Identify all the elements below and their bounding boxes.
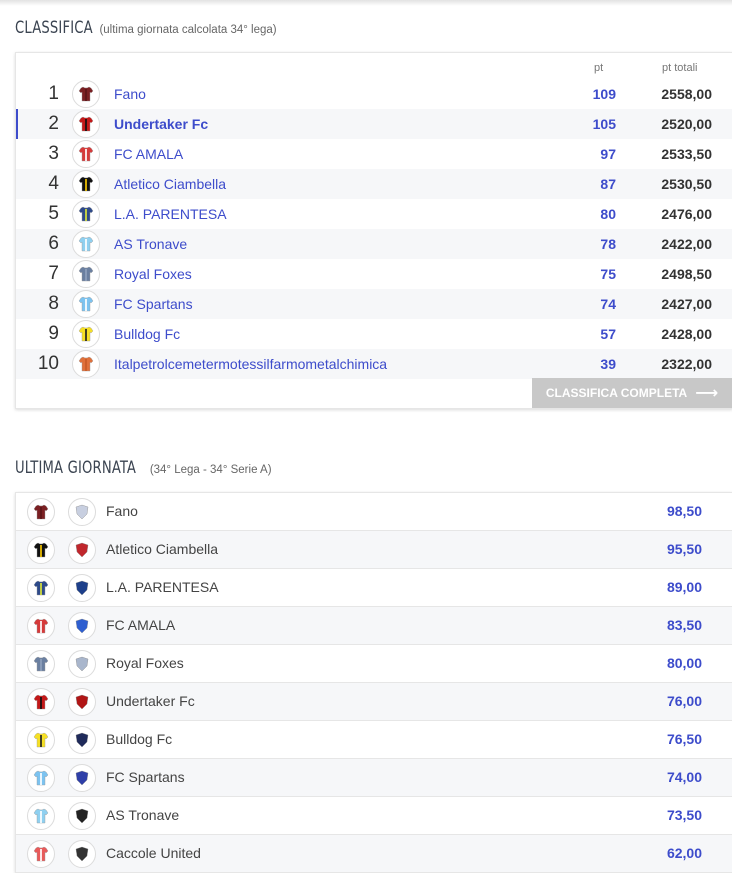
team-jersey-icon [27, 726, 55, 754]
matchday-row[interactable] [16, 759, 732, 797]
team-points: 105 [592, 116, 616, 132]
team-crest-icon [68, 802, 96, 830]
team-name: FC Spartans [106, 769, 185, 785]
team-name: Royal Foxes [106, 655, 184, 671]
team-jersey-icon [72, 290, 100, 318]
matchday-title: ULTIMA GIORNATA [15, 458, 137, 478]
team-jersey-icon [27, 498, 55, 526]
team-score: 95,50 [666, 541, 702, 557]
matchday-subtitle: (34° Lega - 34° Serie A) [149, 464, 272, 476]
matchday-table [15, 492, 732, 873]
standings-table [15, 52, 732, 409]
team-score: 74,00 [666, 769, 702, 785]
col-total-header: pt totali [662, 62, 698, 74]
team-name: Caccole United [106, 845, 201, 861]
standings-row[interactable] [16, 139, 732, 169]
full-standings-button[interactable] [532, 378, 732, 408]
team-name-link[interactable]: Royal Foxes [114, 266, 192, 282]
team-total-points: 2422,00 [661, 236, 712, 252]
team-name: L.A. PARENTESA [106, 579, 219, 595]
team-points: 57 [600, 326, 616, 342]
rank: 1 [48, 83, 59, 104]
matchday-row[interactable] [16, 721, 732, 759]
team-crest-icon [68, 688, 96, 716]
team-crest-icon [68, 840, 96, 868]
team-name: Bulldog Fc [106, 731, 173, 747]
standings-row[interactable] [16, 349, 732, 379]
team-jersey-icon [27, 802, 55, 830]
team-name-link[interactable]: L.A. PARENTESA [114, 206, 227, 222]
standings-title: CLASSIFICA [15, 18, 93, 38]
team-score: 89,00 [666, 579, 702, 595]
team-jersey-icon [27, 650, 55, 678]
team-total-points: 2558,00 [661, 86, 712, 102]
team-name: FC AMALA [106, 617, 176, 633]
rank: 5 [48, 203, 59, 224]
team-score: 76,50 [666, 731, 702, 747]
team-name: Undertaker Fc [106, 693, 195, 709]
arrow-right-icon: ⟶ [695, 385, 719, 402]
team-total-points: 2476,00 [661, 206, 712, 222]
team-jersey-icon [72, 230, 100, 258]
team-points: 75 [600, 266, 616, 282]
team-points: 97 [600, 146, 616, 162]
matchday-header [15, 458, 272, 478]
team-name: AS Tronave [106, 807, 180, 823]
standings-row[interactable] [16, 199, 732, 229]
team-jersey-icon [27, 574, 55, 602]
standings-row[interactable] [16, 289, 732, 319]
team-score: 73,50 [666, 807, 702, 823]
standings-row[interactable] [16, 79, 732, 109]
team-crest-icon [68, 650, 96, 678]
team-crest-icon [68, 574, 96, 602]
team-name-link[interactable]: Undertaker Fc [114, 116, 209, 132]
team-points: 39 [600, 356, 616, 372]
team-points: 74 [600, 296, 616, 312]
standings-row[interactable] [16, 319, 732, 349]
team-crest-icon [68, 612, 96, 640]
rank: 8 [48, 293, 59, 314]
team-total-points: 2322,00 [661, 356, 712, 372]
col-pt-header: pt [594, 62, 604, 74]
team-total-points: 2427,00 [661, 296, 712, 312]
team-jersey-icon [72, 140, 100, 168]
standings-row[interactable] [16, 229, 732, 259]
rank: 7 [48, 263, 59, 284]
full-standings-label: CLASSIFICA COMPLETA [545, 386, 688, 400]
rank: 4 [48, 173, 59, 194]
matchday-row[interactable] [16, 607, 732, 645]
team-score: 83,50 [666, 617, 702, 633]
team-jersey-icon [72, 80, 100, 108]
team-jersey-icon [72, 110, 100, 138]
team-jersey-icon [27, 764, 55, 792]
team-jersey-icon [72, 170, 100, 198]
team-jersey-icon [27, 612, 55, 640]
team-jersey-icon [72, 320, 100, 348]
team-score: 80,00 [666, 655, 702, 671]
team-name: Atletico Ciambella [106, 541, 219, 557]
team-score: 76,00 [666, 693, 702, 709]
rank: 3 [48, 143, 59, 164]
team-points: 78 [600, 236, 616, 252]
rank: 6 [48, 233, 59, 254]
matchday-row[interactable] [16, 569, 732, 607]
team-name-link[interactable]: Fano [114, 86, 146, 102]
team-jersey-icon [27, 688, 55, 716]
matchday-row[interactable] [16, 683, 732, 721]
matchday-row[interactable] [16, 531, 732, 569]
standings-row[interactable] [16, 109, 732, 139]
team-name-link[interactable]: FC AMALA [114, 146, 184, 162]
team-name-link[interactable]: Italpetrolcemetermotessilfarmometalchimica [114, 356, 388, 372]
team-crest-icon [68, 764, 96, 792]
team-name-link[interactable]: FC Spartans [114, 296, 193, 312]
team-name-link[interactable]: Atletico Ciambella [114, 176, 227, 192]
rank: 10 [37, 353, 59, 374]
matchday-row[interactable] [16, 835, 732, 873]
team-jersey-icon [27, 840, 55, 868]
standings-subtitle: (ultima giornata calcolata 34° lega) [99, 24, 277, 36]
team-crest-icon [68, 536, 96, 564]
matchday-row[interactable] [16, 493, 732, 531]
team-points: 87 [600, 176, 616, 192]
team-total-points: 2498,50 [661, 266, 712, 282]
matchday-row[interactable] [16, 645, 732, 683]
matchday-row[interactable] [16, 797, 732, 835]
standings-row[interactable] [16, 259, 732, 289]
team-jersey-icon [72, 200, 100, 228]
team-jersey-icon [72, 260, 100, 288]
team-jersey-icon [72, 350, 100, 378]
team-total-points: 2533,50 [661, 146, 712, 162]
team-name-link[interactable]: AS Tronave [114, 236, 188, 252]
team-points: 80 [600, 206, 616, 222]
team-total-points: 2428,00 [661, 326, 712, 342]
team-jersey-icon [27, 536, 55, 564]
rank: 9 [48, 323, 59, 344]
team-crest-icon [68, 498, 96, 526]
team-name: Fano [106, 503, 138, 519]
top-shadow [0, 0, 732, 6]
standings-header [15, 18, 277, 38]
team-score: 98,50 [666, 503, 702, 519]
rank: 2 [48, 113, 59, 134]
team-total-points: 2520,00 [661, 116, 712, 132]
team-points: 109 [592, 86, 616, 102]
team-score: 62,00 [666, 845, 702, 861]
team-total-points: 2530,50 [661, 176, 712, 192]
team-crest-icon [68, 726, 96, 754]
team-name-link[interactable]: Bulldog Fc [114, 326, 181, 342]
standings-row[interactable] [16, 169, 732, 199]
